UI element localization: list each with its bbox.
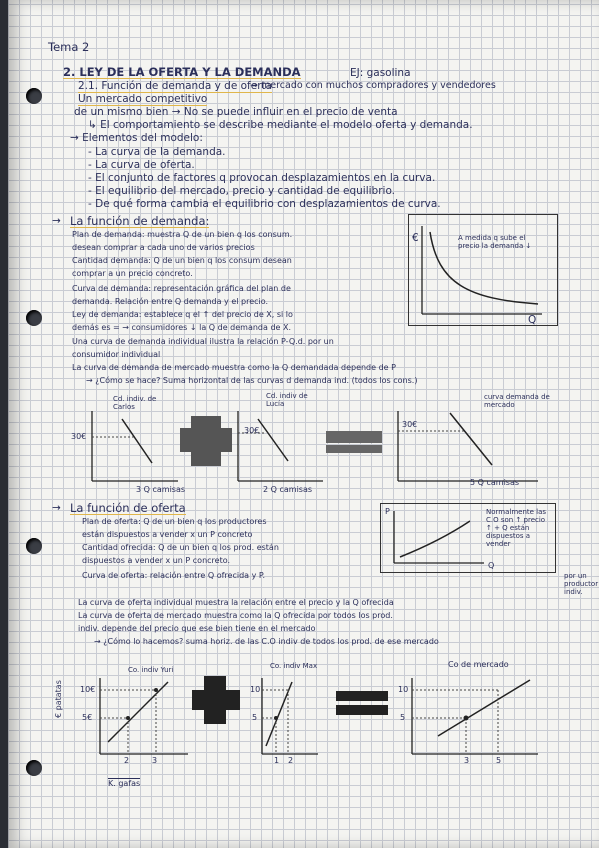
price-tick: 10 bbox=[250, 685, 261, 694]
quantity-axis-label: Q bbox=[528, 314, 537, 326]
price-tick: 10€ bbox=[80, 685, 96, 694]
demand-line: desean comprar a cada uno de varios precios bbox=[72, 243, 255, 252]
tema-label: Tema 2 bbox=[48, 40, 90, 54]
demand-line: → ¿Cómo se hace? Suma horizontal de las curvas d demanda ind. (todos los cons.) bbox=[86, 376, 418, 385]
yuri-supply-graph bbox=[78, 672, 198, 772]
yuri-curve-label: Co. indiv Yuri bbox=[128, 666, 174, 674]
price-label: 30€ bbox=[71, 432, 87, 441]
supply-line: están dispuestos a vender x un P concreto bbox=[82, 530, 253, 539]
supply-graph-note: Normalmente las C.O son ↑ precio ↑ + Q están dispuestos a vender bbox=[486, 508, 547, 548]
intro-line: Un mercado competitivo bbox=[78, 93, 208, 105]
element-item: - El equilibrio del mercado, precio y cantidad de equilibrio. bbox=[88, 185, 396, 197]
arrow-marker: → bbox=[52, 502, 61, 514]
binder-hole bbox=[26, 88, 42, 104]
demand-line: consumidor individual bbox=[72, 350, 161, 359]
intro-line: de un mismo bien → No se puede influir en el precio de venta bbox=[74, 106, 398, 118]
equals-sign bbox=[336, 705, 388, 715]
supply-line: → ¿Cómo lo hacemos? suma horiz. de las C.O indiv de todos los prod. de ese mercado bbox=[94, 637, 439, 646]
intro-line: → mercado con muchos compradores y vendedores bbox=[250, 80, 496, 91]
quantity-label: 5 Q camisas bbox=[470, 478, 520, 487]
market-supply-label: Co de mercado bbox=[448, 660, 509, 669]
equals-sign bbox=[326, 431, 382, 443]
market-demand-graph bbox=[388, 405, 548, 495]
y-axis-label: € patatas bbox=[54, 680, 63, 718]
quantity-label: 2 Q camisas bbox=[263, 485, 313, 494]
example-note: EJ: gasolina bbox=[350, 67, 411, 79]
carlos-demand-graph bbox=[68, 405, 188, 495]
intro-line: → Elementos del modelo: bbox=[70, 132, 203, 144]
demand-line: Curva de demanda: representación gráfica del plan de bbox=[72, 284, 291, 293]
supply-line: La curva de oferta individual muestra la relación entre el precio y la Q ofrecida bbox=[78, 598, 394, 607]
quantity-tick: 1 bbox=[274, 756, 280, 765]
equals-sign bbox=[326, 445, 382, 453]
quantity-axis-label: Q bbox=[488, 561, 495, 570]
intro-line: ↳ El comportamiento se describe mediante el modelo oferta y demanda. bbox=[88, 119, 473, 131]
arrow-marker: → bbox=[52, 215, 61, 227]
market-supply-graph bbox=[398, 672, 548, 772]
demand-line: demás es = → consumidores ↓ la Q de demanda de X. bbox=[72, 323, 292, 332]
side-note: por un productor indiv. bbox=[564, 572, 599, 596]
price-tick: 10 bbox=[398, 685, 409, 694]
price-tick: 5 bbox=[400, 713, 406, 722]
subsection-title: 2.1. Función de demanda y de oferta bbox=[78, 80, 273, 92]
max-curve-label: Co. indiv Max bbox=[270, 662, 318, 670]
lucia-curve-label: Cd. indiv de Lucía bbox=[266, 392, 308, 408]
price-tick: 5€ bbox=[82, 713, 93, 722]
quantity-tick: 3 bbox=[464, 756, 470, 765]
supply-line: Plan de oferta: Q de un bien q los productores bbox=[82, 517, 267, 526]
notebook-page bbox=[8, 0, 599, 848]
demand-line: Ley de demanda: establece q el ↑ del precio de X, si lo bbox=[72, 310, 293, 319]
binder-hole bbox=[26, 760, 42, 776]
plus-sign bbox=[192, 690, 240, 710]
binder-hole bbox=[26, 310, 42, 326]
element-item: - La curva de la demanda. bbox=[88, 146, 226, 158]
demand-curve-graph bbox=[408, 214, 558, 326]
binder-hole bbox=[26, 538, 42, 554]
section-title: 2. LEY DE LA OFERTA Y LA DEMANDA bbox=[63, 65, 301, 79]
supply-line: indiv. depende del precio que ese bien tiene en el mercado bbox=[78, 624, 316, 633]
quantity-tick: 2 bbox=[124, 756, 130, 765]
price-tick: 5 bbox=[252, 713, 258, 722]
demand-graph-note: A medida q sube el precio la demanda ↓ bbox=[458, 234, 532, 250]
demand-line: La curva de demanda de mercado muestra como la Q demandada depende de P bbox=[72, 363, 396, 372]
demand-line: Cantidad demanda: Q de un bien q los consum desean bbox=[72, 256, 292, 265]
supply-heading: La función de oferta bbox=[70, 501, 186, 515]
element-item: - El conjunto de factores q provocan desplazamientos en la curva. bbox=[88, 172, 436, 184]
quantity-tick: 2 bbox=[288, 756, 294, 765]
demand-line: Plan de demanda: muestra Q de un bien q los consum. bbox=[72, 230, 293, 239]
market-demand-label: curva demanda de mercado bbox=[484, 393, 550, 409]
supply-line: dispuestos a vender x un P concreto. bbox=[82, 556, 231, 565]
demand-line: comprar a un precio concreto. bbox=[72, 269, 193, 278]
quantity-tick: 5 bbox=[496, 756, 502, 765]
demand-line: demanda. Relación entre Q demanda y el precio. bbox=[72, 297, 269, 306]
element-item: - La curva de oferta. bbox=[88, 159, 195, 171]
x-axis-label: K. gafas bbox=[108, 779, 141, 788]
demand-heading: La función de demanda: bbox=[70, 214, 210, 228]
quantity-tick: 3 bbox=[152, 756, 158, 765]
plus-sign bbox=[180, 428, 232, 452]
price-axis-label: P bbox=[385, 507, 390, 516]
price-axis-label: € bbox=[412, 232, 419, 244]
quantity-label: 3 Q camisas bbox=[136, 485, 186, 494]
price-label: 30€ bbox=[244, 426, 260, 435]
supply-line: Cantidad ofrecida: Q de un bien q los prod. están bbox=[82, 543, 279, 552]
equals-sign bbox=[336, 691, 388, 701]
demand-line: Una curva de demanda individual ilustra la relación P-Q.d. por un bbox=[72, 337, 334, 346]
element-item: - De qué forma cambia el equilibrio con desplazamientos de curva. bbox=[88, 198, 441, 210]
supply-line: Curva de oferta: relación entre Q ofrecida y P. bbox=[82, 571, 265, 580]
price-label: 30€ bbox=[402, 420, 418, 429]
carlos-curve-label: Cd. indiv. de Carlos bbox=[113, 395, 157, 411]
supply-line: La curva de oferta de mercado muestra como la Q ofrecida por todos los prod. bbox=[78, 611, 393, 620]
